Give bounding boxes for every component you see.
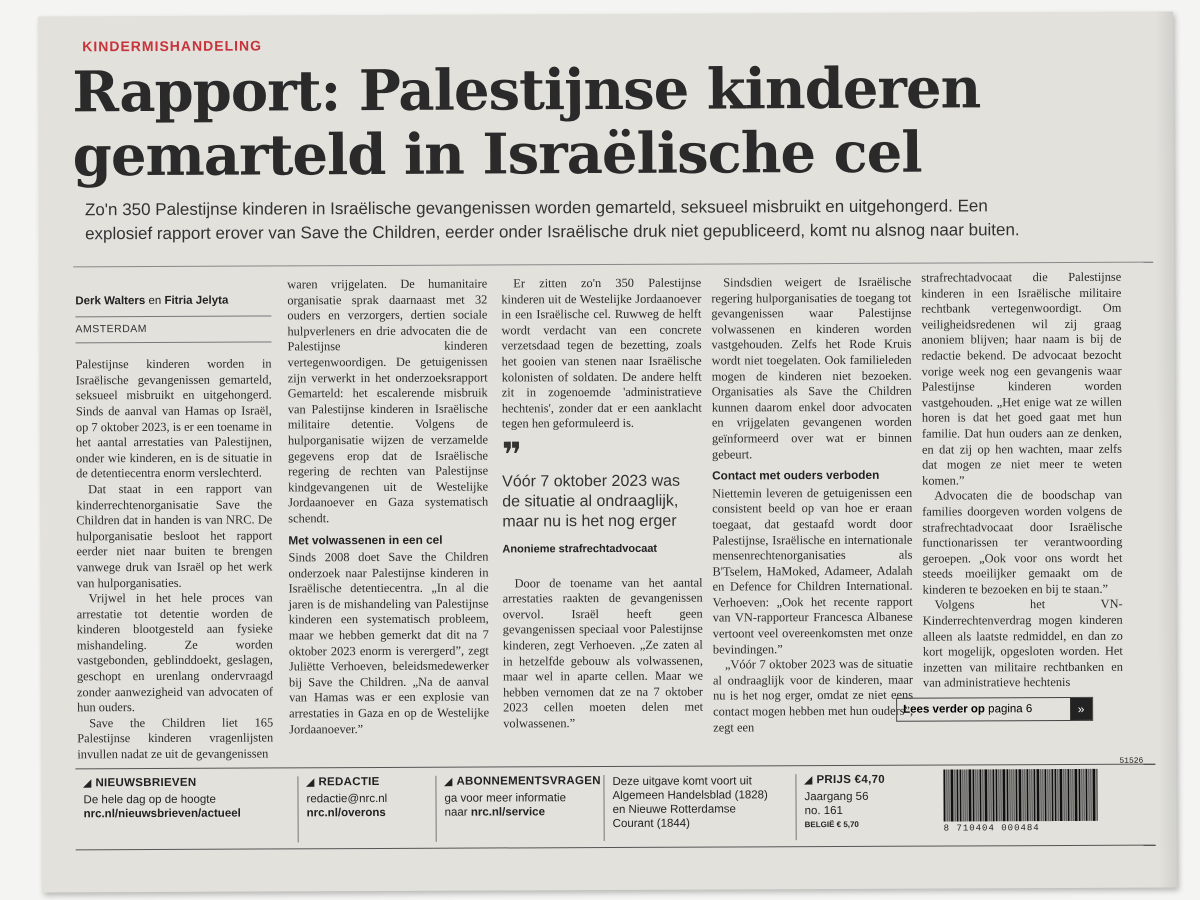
barcode-bar bbox=[1009, 769, 1010, 821]
barcode-bar bbox=[943, 770, 945, 822]
newsletters-link[interactable]: nrc.nl/nieuwsbrieven/actueel bbox=[83, 807, 241, 821]
footer-text: ga voor meer informatie bbox=[444, 792, 566, 805]
intro bbox=[85, 194, 1165, 247]
barcode-bar bbox=[1067, 769, 1069, 821]
footer-text: De hele dag op de hoogte bbox=[83, 793, 216, 807]
column-2 bbox=[287, 277, 489, 738]
footer-text: naar bbox=[444, 806, 468, 819]
read-more-label: Lees verder op bbox=[903, 703, 985, 716]
redactie-email[interactable]: redactie@nrc.nl bbox=[306, 792, 388, 806]
barcode-bar bbox=[1078, 769, 1080, 821]
barcode-bar bbox=[975, 769, 976, 821]
intro-line-2: explosief rapport erover van Save the Children, eerder onder Israëlische druk niet gepubliceerd, komt nu alsnog naar buiten. bbox=[85, 220, 1020, 244]
price-icon: ◢ bbox=[804, 775, 813, 787]
footer bbox=[75, 756, 1155, 851]
arrow-right-icon: » bbox=[1070, 698, 1092, 720]
paragraph: Vrijwel in het hele proces van arrestatie tot detentie worden de kinderen blootgesteld aan fysieke mishandeling. Ze worden vastgebonden, geblinddoekt, geslagen, geschopt en urenlang ondervraagd zonder aanwezigheid van advocaten of hun ouders. bbox=[76, 590, 274, 715]
barcode-bar bbox=[962, 769, 963, 821]
issue-number: no. 161 bbox=[804, 804, 843, 818]
column-1 bbox=[75, 283, 273, 762]
footer-text: Deze uitgave komt voort uit bbox=[612, 775, 752, 788]
barcode-bar bbox=[1029, 769, 1030, 821]
price-belgium: BELGIË € 5,70 bbox=[804, 819, 859, 830]
barcode-bar bbox=[995, 769, 997, 821]
barcode-bar bbox=[1054, 769, 1056, 821]
dateline: AMSTERDAM bbox=[75, 315, 271, 343]
read-more-page: pagina 6 bbox=[988, 703, 1033, 716]
paragraph: Save the Children liet 165 Palestijnse kinderen vragenlijsten invullen nadat ze uit de gevangenissen bbox=[77, 715, 274, 762]
barcode-bar bbox=[977, 769, 978, 821]
barcode-bar bbox=[998, 769, 999, 821]
headline bbox=[72, 56, 1153, 189]
subhead: Contact met ouders verboden bbox=[712, 467, 880, 483]
read-more-text bbox=[897, 703, 1070, 716]
barcode-bar bbox=[1092, 769, 1095, 821]
footer-uitgave bbox=[603, 774, 792, 841]
barcode-bar bbox=[982, 769, 983, 821]
paragraph: Sinds 2008 doet Save the Children onderzoek naar Palestijnse kinderen in Israëlische detentiecentra. „In al die jaren is de mishandeling van Palestijnse kinderen een systematisch probleem, maar we hebben gemerkt dat dit na 7 oktober 2023 enorm is verergerd”, zegt Juliëtte Verhoeven, beleidsmedewerker bij Save the Children. „Na de aanval van Hamas was er een explosie van arrestaties in Gaza en op de Westelijke Jordaanoever.” bbox=[288, 549, 490, 737]
footer-abonnement bbox=[435, 775, 604, 842]
redactie-link[interactable]: nrc.nl/overons bbox=[306, 806, 386, 820]
divider bbox=[73, 262, 1153, 268]
barcode-bar bbox=[1059, 769, 1062, 821]
barcode-bar bbox=[1006, 769, 1008, 821]
barcode-bar bbox=[946, 770, 947, 822]
barcode-bar bbox=[972, 769, 974, 821]
barcode-bar bbox=[1044, 769, 1046, 821]
barcode-bar bbox=[1031, 769, 1032, 821]
barcode-bar bbox=[1096, 769, 1097, 821]
column-3 bbox=[501, 276, 703, 732]
headline-line-2: gemarteld in Israëlische cel bbox=[72, 119, 922, 190]
barcode-bar bbox=[1018, 769, 1021, 821]
paragraph: Niettemin leveren de getuigenissen een consistent beeld op van hoe er eraan toegaat, dat gestaafd wordt door Palestijnse, Israëlische en internationale mensenrechtenorganisaties als B'Tselem, HaMoked, Adameer, Adalah en Defence for Children International. Verhoeven: „Ook het recente rapport van VN-rapporteur Francesca Albanese vertoont veel overeenkomsten met onze bevindingen.” bbox=[712, 485, 913, 657]
column-4 bbox=[711, 275, 913, 736]
paragraph: strafrechtadvocaat die Palestijnse kinderen in een Israëlische militaire rechtbank vertegenwoordigt. Om veiligheidsredenen wil zij graag anoniem blijven; haar naam is bij de redactie bekend. De advocaat bezocht vorige week nog een gevangenis waar Palestijnse kinderen worden vastgehouden. „Het enige wat ze willen horen is dat het goed gaat met hun familie. Dat hun ouders aan ze denken, en dat zij op hen wachten, maar zelfs dat mogen ze niet meer te weten komen.” bbox=[921, 269, 1123, 488]
barcode-bar bbox=[1022, 769, 1023, 821]
barcode-bar bbox=[959, 769, 961, 821]
footer-text: Courant (1844) bbox=[612, 817, 691, 830]
paragraph: Dat staat in een rapport van kinderrechtenorganisatie Save the Children dat in handen is van NRC. De hulporganisatie besloot het rapport eerder niet naar buiten te brengen vanwege druk van Israël op het werk van hulporganisaties. bbox=[76, 481, 273, 590]
quote-attribution: Anonieme strafrechtadvocaat bbox=[502, 542, 658, 556]
newspaper-page bbox=[38, 12, 1177, 893]
barcode-bar bbox=[1033, 769, 1035, 821]
barcode-addon: 51526 bbox=[1119, 756, 1144, 766]
barcode-bar bbox=[1074, 769, 1077, 821]
barcode-bar bbox=[979, 769, 981, 821]
barcode-bar bbox=[984, 769, 987, 821]
author-1: Derk Walters bbox=[75, 295, 146, 308]
barcode-bar bbox=[1051, 769, 1053, 821]
barcode-bar bbox=[1024, 769, 1025, 821]
quote-icon: ❞ bbox=[501, 435, 523, 476]
paragraph: Palestijnse kinderen worden in Israëlische gevangenissen gemarteld, seksueel misbruikt en uitgehongerd. Sinds de aanval van Hamas op Israël, op 7 oktober 2023, is er een toename in het aantal arrestaties van Palestijnen, onder wie kinderen, en is de situatie in de detentiecentra enorm verslechterd. bbox=[75, 356, 273, 481]
barcode-bar bbox=[1085, 769, 1087, 821]
footer-text: en Nieuwe Rotterdamse bbox=[612, 803, 736, 816]
pull-quote: Vóór 7 oktober 2023 was de situatie al ondraaglijk, maar nu is het nog erger bbox=[502, 472, 681, 531]
barcode-bar bbox=[992, 769, 994, 821]
headline-line-1: Rapport: Palestijnse kinderen bbox=[72, 55, 981, 126]
footer-title: NIEUWSBRIEVEN bbox=[95, 776, 197, 790]
paragraph: Er zitten zo'n 350 Palestijnse kinderen uit de Westelijke Jordaanoever in een Israëlische cel. Ruwweg de helft wordt verdacht van een concrete verzetsdaad tegen de bezetting, zoals het gooien van stenen naar Israëlische kolonisten of soldaten. De andere helft zit in zogenoemde 'administratieve hechtenis', zonder dat er een aanklacht tegen hen geformuleerd is. bbox=[501, 275, 702, 431]
author-2: Fitria Jelyta bbox=[164, 294, 229, 307]
footer-title: REDACTIE bbox=[318, 775, 380, 789]
paragraph: „Vóór 7 oktober 2023 was de situatie al ondraaglijk voor de kinderen, maar nu is het nog erger, omdat ze niet eens contact mogen hebben met hun ouders”, zegt een bbox=[712, 656, 914, 735]
barcode-bars bbox=[943, 769, 1143, 822]
kicker: KINDERMISHANDELING bbox=[82, 37, 263, 55]
paragraph: Volgens het VN-Kinderrechtenverdrag mogen kinderen alleen als laatste redmiddel, en dan zo kort mogelijk, opgesloten worden. Het inzetten van militaire rechtbanken en van administratieve hechtenis bbox=[922, 597, 1123, 691]
barcode bbox=[943, 756, 1153, 840]
barcode-bar bbox=[988, 769, 989, 821]
paragraph: Advocaten die de boodschap van families doorgeven worden volgens de strafrechtadvocaat door Israëlische functionarissen ter verantwoording geroepen. „Ook voor ons wordt het steeds moeilijker gemaakt om de kinderen te bezoeken en bij te staan.” bbox=[922, 488, 1123, 597]
arrow-icon: ◢ bbox=[444, 776, 453, 788]
footer-newsletters bbox=[75, 776, 293, 843]
read-more-link[interactable] bbox=[896, 697, 1093, 722]
paragraph: waren vrijgelaten. De humanitaire organisatie sprak daarnaast met 32 ouders en verzorgers, dertien sociale hulpverleners en drie advocaten die de Palestijnse kinderen vertegenwoordigen. De getuigenissen zijn verwerkt in het onderzoeksrapport Gemarteld: het escalerende misbruik van Palestijnse kinderen in Israëlische militaire detentie. Volgens de hulporganisatie wijzen de verzamelde gegevens erop dat de Israëlische regering de rechten van Palestijnse kindgevangenen uit de Westelijke Jordaanoever en Gaza systematisch schendt. bbox=[287, 276, 489, 526]
barcode-bar bbox=[1026, 769, 1028, 821]
pen-icon: ◢ bbox=[306, 777, 315, 789]
barcode-bar bbox=[956, 769, 958, 821]
barcode-bar bbox=[954, 769, 955, 821]
barcode-bar bbox=[1011, 769, 1012, 821]
footer-title: ABONNEMENTSVRAGEN bbox=[456, 775, 601, 788]
barcode-bar bbox=[968, 769, 971, 821]
paragraph: Sindsdien weigert de Israëlische regering hulporganisaties de toegang tot gevangenissen waar Palestijnse volwassenen en kinderen worden vastgehouden. Zelfs het Rode Kruis wordt niet toegelaten. Ook familieleden mogen de kinderen niet bezoeken. Organisaties als Save the Children kunnen daarom enkel door advocaten en vrijgelaten gevangenen worden geïnformeerd over wat er binnen gebeurt. bbox=[711, 274, 912, 462]
footer-prijs bbox=[795, 774, 924, 841]
footer-redactie bbox=[297, 776, 431, 843]
subhead: Met volwassenen in een cel bbox=[288, 532, 443, 547]
barcode-bar bbox=[1000, 769, 1001, 821]
barcode-bar bbox=[990, 769, 991, 821]
footer-text: Algemeen Handelsblad (1828) bbox=[612, 789, 768, 802]
price: PRIJS €4,70 bbox=[816, 773, 885, 787]
barcode-bar bbox=[1036, 769, 1039, 821]
barcode-bar bbox=[1013, 769, 1014, 821]
barcode-bar bbox=[1002, 769, 1005, 821]
barcode-bar bbox=[950, 769, 953, 821]
barcode-bar bbox=[1015, 769, 1017, 821]
column-5 bbox=[921, 270, 1123, 692]
barcode-digits: 8 710404 000484 bbox=[943, 823, 1040, 834]
envelope-icon: ◢ bbox=[83, 778, 92, 790]
barcode-bar bbox=[948, 770, 949, 822]
intro-line-1: Zo'n 350 Palestijnse kinderen in Israëlische gevangenissen worden gemarteld, seksueel misbruikt en uitgehongerd. Een bbox=[84, 196, 988, 220]
byline bbox=[75, 293, 271, 309]
byline-connector: en bbox=[148, 294, 162, 308]
barcode-bar bbox=[964, 769, 965, 821]
barcode-bar bbox=[966, 769, 967, 821]
service-link[interactable]: nrc.nl/service bbox=[470, 806, 545, 819]
volume: Jaargang 56 bbox=[804, 790, 869, 804]
paragraph: Door de toename van het aantal arrestaties raakten de gevangenissen overvol. Israël heeft geen gevangenissen speciaal voor Palestijnse kinderen, zegt Verhoeven. „Ze zaten al in hetzelfde gebouw als volwassenen, maar wel in aparte cellen. Maar we hebben vernomen dat ze na 7 oktober 2023 cellen moeten delen met volwassenen.” bbox=[502, 575, 704, 731]
